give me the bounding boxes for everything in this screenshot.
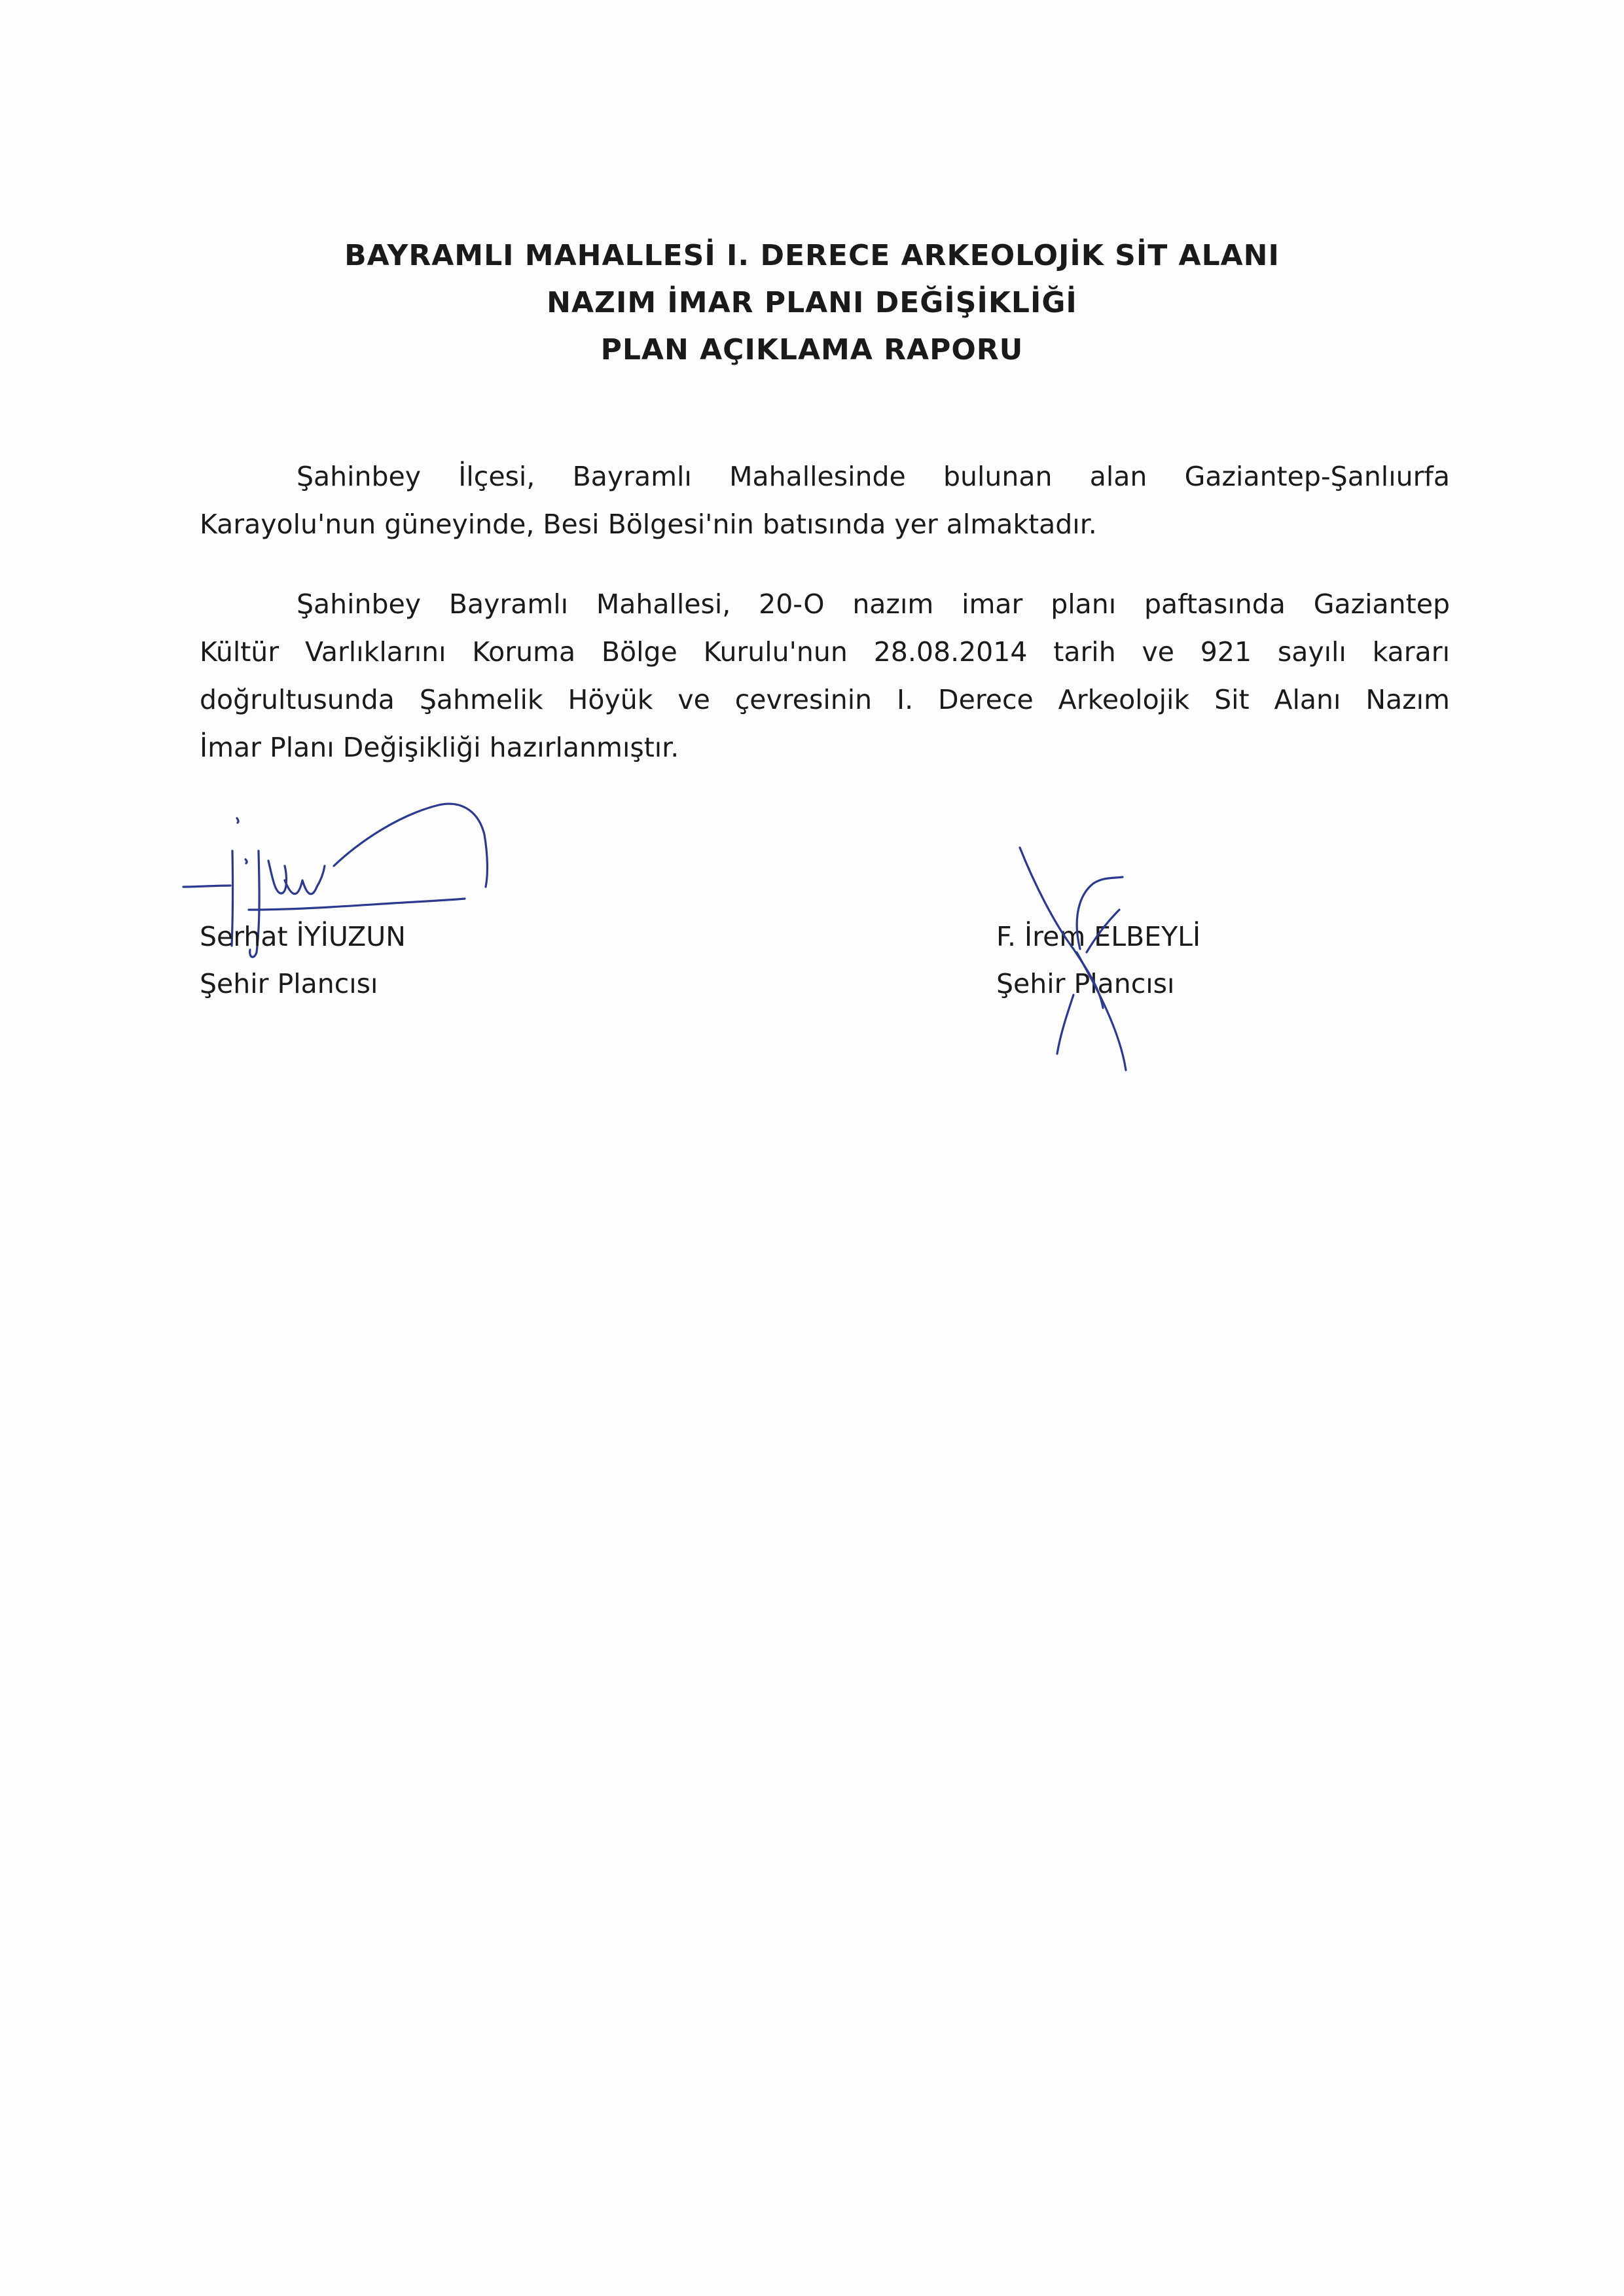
paragraph-line: Karayolu'nun güneyinde, Besi Bölgesi'nin batısında yer almaktadır. [200,509,1097,540]
paragraph-location [200,453,1450,548]
title-line-1: BAYRAMLI MAHALLESİ I. DERECE ARKEOLOJİK SİT ALANI [344,239,1280,272]
title-line-2: NAZIM İMAR PLANI DEĞİŞİKLİĞİ [547,286,1077,319]
signatory-left [200,913,406,1007]
signatory-left-title: Şehir Plancısı [200,968,378,999]
paragraph-line: İmar Planı Değişikliği hazırlanmıştır. [200,732,679,763]
paragraph-decision [200,581,1450,772]
document-title [0,232,1624,374]
paragraph-line: doğrultusunda Şahmelik Höyük ve çevresinin I. Derece Arkeolojik Sit Alanı Nazım [200,684,1450,715]
signatory-right [996,913,1200,1007]
signatory-left-name: Serhat İYİUZUN [200,921,406,952]
title-line-3: PLAN AÇIKLAMA RAPORU [600,333,1024,367]
paragraph-line: Kültür Varlıklarını Koruma Bölge Kurulu'nun 28.08.2014 tarih ve 921 sayılı kararı [200,636,1450,668]
signatory-right-name: F. İrem ELBEYLİ [996,921,1201,952]
paragraph-line: Şahinbey İlçesi, Bayramlı Mahallesinde bulunan alan Gaziantep-Şanlıurfa [297,461,1450,492]
paragraph-line: Şahinbey Bayramlı Mahallesi, 20-O nazım imar planı paftasında Gaziantep [297,588,1450,620]
signatory-right-title: Şehir Plancısı [996,968,1175,999]
